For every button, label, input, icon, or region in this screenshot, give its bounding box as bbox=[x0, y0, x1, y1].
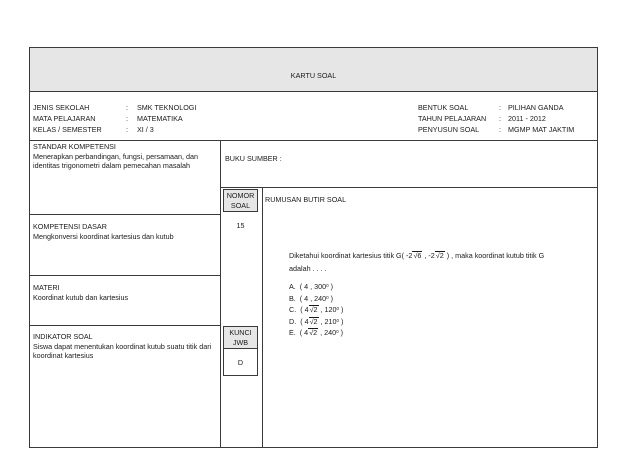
left-divider-1 bbox=[30, 214, 220, 215]
question-line-2: adalah . . . . bbox=[289, 264, 327, 273]
indikator-heading: INDIKATOR SOAL bbox=[33, 332, 93, 341]
mata-pelajaran-value: MATEMATIKA bbox=[137, 114, 183, 123]
tahun-pelajaran-label: TAHUN PELAJARAN bbox=[418, 114, 487, 123]
bentuk-soal-value: PILIHAN GANDA bbox=[508, 103, 564, 112]
option-b[interactable]: B. ( 4 , $240^0$ ) bbox=[289, 293, 334, 303]
sqrt-6: √6 bbox=[413, 251, 422, 260]
card-header bbox=[29, 47, 598, 92]
standar-heading: STANDAR KOMPETENSI bbox=[33, 142, 116, 151]
mata-pelajaran-label: MATA PELAJARAN bbox=[33, 114, 96, 123]
colon: : bbox=[499, 103, 501, 112]
materi-text: Koordinat kutub dan kartesius bbox=[33, 292, 129, 302]
option-e[interactable]: E. ( 4√2 , $240^0$ ) bbox=[289, 328, 344, 337]
buku-sumber: BUKU SUMBER : bbox=[225, 154, 282, 163]
colon: : bbox=[126, 125, 128, 134]
kompetensi-text: Mengkonversi koordinat kartesius dan kutub bbox=[33, 231, 174, 241]
left-divider-2 bbox=[30, 275, 220, 276]
nomor-column-divider bbox=[262, 187, 263, 447]
card-title: KARTU SOAL bbox=[290, 71, 337, 80]
answer-options bbox=[289, 281, 343, 339]
jenis-sekolah-value: SMK TEKNOLOGI bbox=[137, 103, 197, 112]
materi bbox=[33, 283, 216, 302]
kelas-label: KELAS / SEMESTER bbox=[33, 125, 102, 134]
kompetensi-dasar bbox=[33, 222, 216, 241]
indikator-soal bbox=[33, 332, 216, 361]
sqrt-2: √2 bbox=[435, 251, 444, 260]
nomor-soal-value: 15 bbox=[236, 221, 245, 230]
standar-kompetensi bbox=[33, 142, 216, 171]
colon: : bbox=[126, 114, 128, 123]
buku-divider bbox=[220, 187, 597, 188]
kunci-jawaban-value: D bbox=[223, 348, 258, 376]
question-text bbox=[289, 251, 544, 274]
indikator-text: Siswa dapat menentukan koordinat kutub suatu titik dari koordinat kartesius bbox=[33, 341, 212, 360]
nomor-soal-label: NOMOR SOAL bbox=[223, 189, 258, 212]
penyusun-soal-value: MGMP MAT JAKTIM bbox=[508, 125, 575, 134]
penyusun-soal-label: PENYUSUN SOAL bbox=[418, 125, 480, 134]
option-c[interactable]: C. ( 4√2 , $120^0$ ) bbox=[289, 305, 344, 314]
info-divider bbox=[30, 140, 597, 141]
kunci-jawaban-label: KUNCI JWB bbox=[223, 326, 258, 349]
bentuk-soal-label: BENTUK SOAL bbox=[418, 103, 469, 112]
jenis-sekolah-label: JENIS SEKOLAH bbox=[33, 103, 90, 112]
colon: : bbox=[499, 114, 501, 123]
materi-heading: MATERI bbox=[33, 283, 60, 292]
kelas-value: XI / 3 bbox=[137, 125, 154, 134]
tahun-pelajaran-value: 2011 - 2012 bbox=[508, 114, 546, 123]
standar-text: Menerapkan perbandingan, fungsi, persamaan, dan identitas trigonometri dalam pemecahan masalah bbox=[33, 151, 199, 170]
left-divider-3 bbox=[30, 325, 220, 326]
option-a[interactable]: A. ( 4 , $300^0$ ) bbox=[289, 282, 334, 291]
rumusan-butir-soal: RUMUSAN BUTIR SOAL bbox=[265, 195, 347, 204]
option-d[interactable]: D. ( 4√2 , $210^0$ ) bbox=[289, 316, 344, 326]
colon: : bbox=[499, 125, 501, 134]
colon: : bbox=[126, 103, 128, 112]
question-line-1: Diketahui koordinat kartesius titik G( -2√6 , -2√2 ) , maka koordinat kutub titik G bbox=[289, 251, 545, 260]
kompetensi-heading: KOMPETENSI DASAR bbox=[33, 222, 107, 231]
